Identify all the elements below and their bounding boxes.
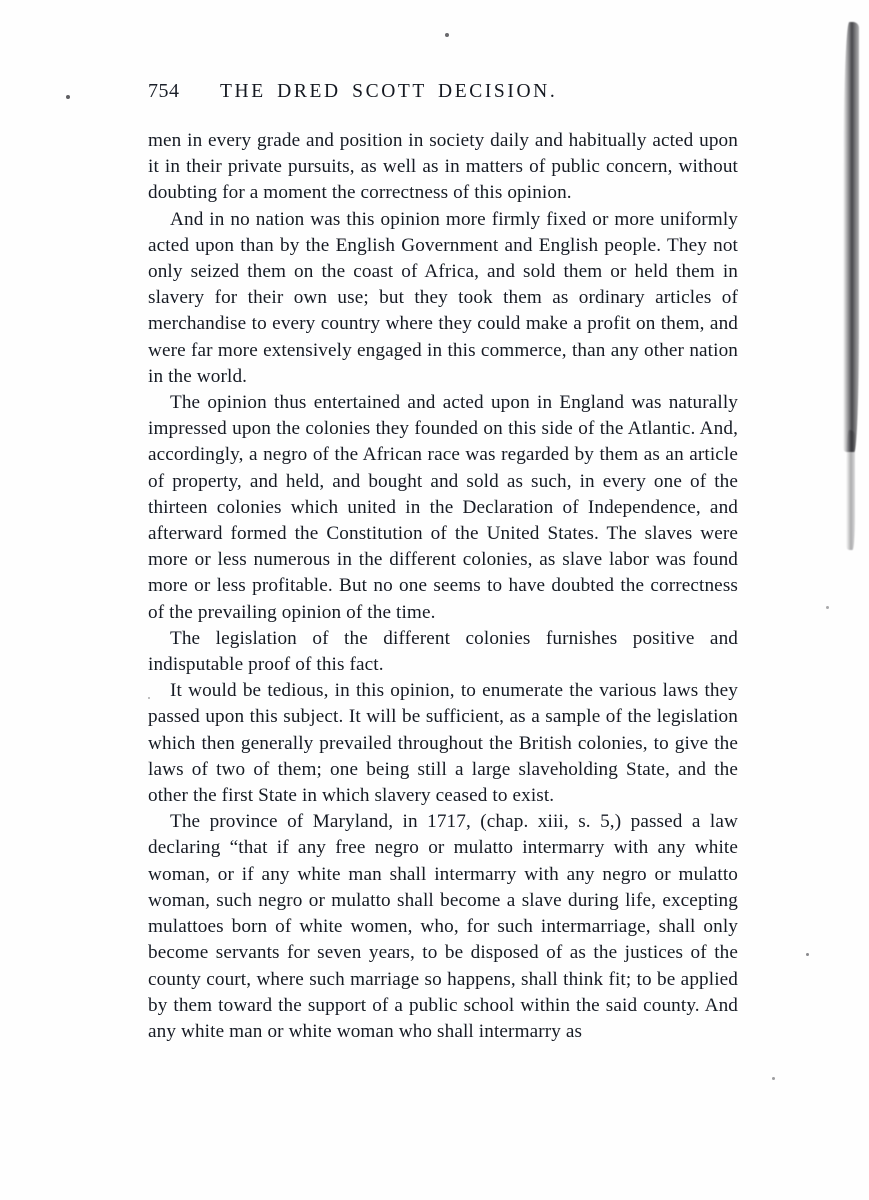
paragraph-3: The opinion thus entertained and acted upon in England was naturally impressed upon the colonies they founded on this side of the Atlantic. And, accordingly, a negro of the African race was regarded by them as an article of property, and held, and bought and sold as such, in every one of the thirteen colonies which united in the Declaration of Independence, and afterward formed the Constitution of the United States. The slaves were more or less numerous in the different colonies, as slave labor was found more or less profitable. But no one seems to have doubted the correctness of the prevailing opinion of the time. bbox=[148, 392, 738, 623]
scan-speck bbox=[66, 95, 70, 99]
paragraph-5: It would be tedious, in this opinion, to enumerate the various laws they passed upon this subject. It will be sufficient, as a sample of the legislation which then generally prevailed throughout the British colonies, to give the laws of two of them; one being still a large slaveholding State, and the other the first State in which slavery ceased to exist. bbox=[148, 680, 738, 807]
scan-speck bbox=[445, 33, 449, 37]
scan-speck bbox=[826, 606, 829, 609]
paragraph-4: The legislation of the different colonies furnishes positive and indisputable proof of this fact. bbox=[148, 627, 738, 676]
paragraph-6: The province of Maryland, in 1717, (chap. xiii, s. 5,) passed a law declaring “that if any free negro or mulatto intermarry with any white woman, or if any white man shall intermarry with any negro or mulatto woman, such negro or mulatto shall become a slave during life, excepting mulattoes born of white women, who, for such intermarriage, shall only become servants for seven years, to be disposed of as the justices of the county court, where such marriage so happens, shall think fit; to be applied by them toward the support of a public school within the said county. And any white man or white woman who shall intermarry as bbox=[148, 811, 738, 1042]
page-number: 754 bbox=[148, 80, 180, 102]
scan-speck bbox=[772, 1077, 775, 1080]
body-text bbox=[148, 128, 738, 1045]
scan-speck bbox=[148, 697, 150, 699]
scan-speck bbox=[806, 953, 809, 956]
scan-edge-shadow bbox=[843, 22, 859, 452]
scan-edge-shadow-lower bbox=[846, 430, 855, 550]
page-header bbox=[148, 80, 748, 106]
paragraph-1: men in every grade and position in society daily and habitually acted upon it in their private pursuits, as well as in matters of public concern, without doubting for a moment the correctness of this opinion. bbox=[148, 130, 738, 204]
paragraph-2: And in no nation was this opinion more firmly fixed or more uniformly acted upon than by the English Government and English people. They not only seized them on the coast of Africa, and sold them or held them in slavery for their own use; but they took them as ordinary articles of merchandise to every country where they could make a profit on them, and were far more extensively engaged in this commerce, than any other nation in the world. bbox=[148, 208, 738, 387]
running-head: THE DRED SCOTT DECISION. bbox=[220, 81, 558, 102]
